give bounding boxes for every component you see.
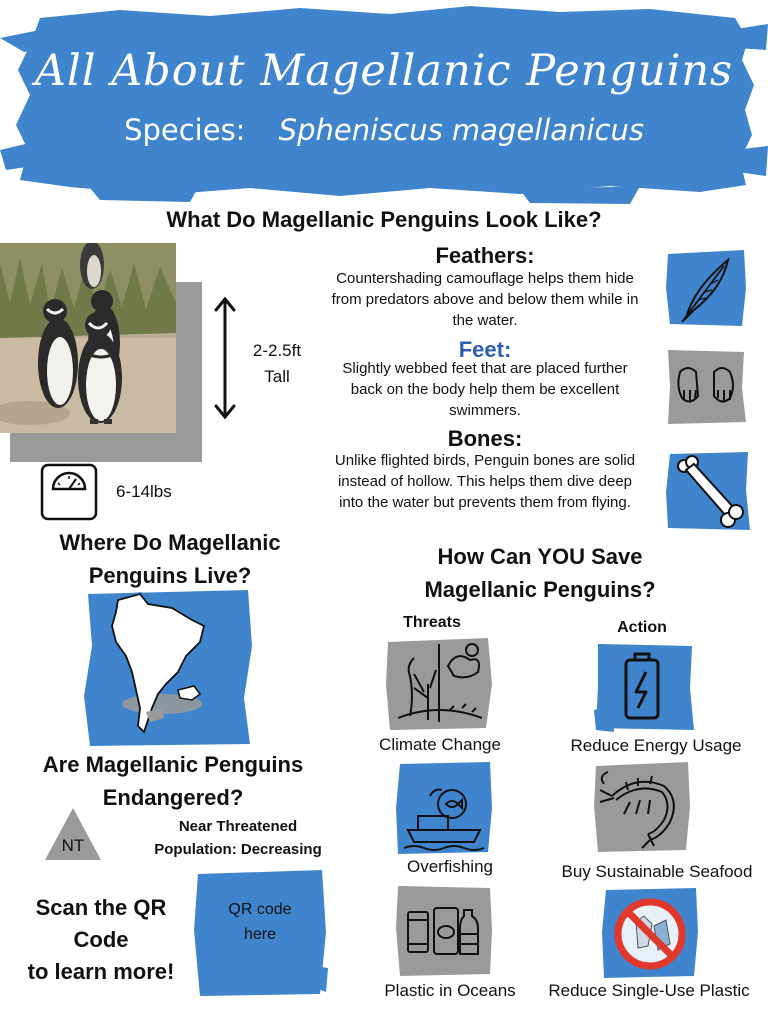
shrimp-tile bbox=[592, 760, 692, 854]
bone-tile bbox=[664, 450, 752, 532]
feet-tile bbox=[664, 346, 748, 426]
threat-label-overfishing: Overfishing bbox=[407, 857, 493, 876]
qr-text-line3: to learn more! bbox=[27, 959, 175, 984]
bones-title: Bones: bbox=[447, 426, 523, 451]
scale-icon bbox=[40, 463, 98, 521]
feather-tile bbox=[664, 248, 748, 328]
live-heading-line2: Penguins Live? bbox=[88, 563, 252, 588]
no-plastic-tile bbox=[600, 886, 700, 980]
action-label-seafood: Buy Sustainable Seafood bbox=[561, 862, 753, 881]
threat-label-plastic: Plastic in Oceans bbox=[384, 981, 516, 1000]
action-header: Action bbox=[617, 619, 667, 636]
species-name: Spheniscus magellanicus bbox=[278, 113, 644, 147]
species-line bbox=[0, 113, 768, 147]
plastic-tile bbox=[394, 882, 494, 978]
nt-badge-label: NT bbox=[61, 836, 85, 855]
no-plastic-icon bbox=[618, 902, 682, 966]
header-banner bbox=[0, 0, 768, 205]
qr-text-line2: Code bbox=[73, 927, 129, 952]
status-text: Near Threatened bbox=[178, 818, 298, 835]
feathers-title: Feathers: bbox=[435, 243, 535, 268]
page-title: All About Magellanic Penguins bbox=[34, 46, 734, 96]
height-unit: Tall bbox=[264, 367, 290, 386]
penguin-photo bbox=[0, 243, 176, 433]
feet-title: Feet: bbox=[458, 337, 512, 362]
population-text: Population: Decreasing bbox=[154, 841, 322, 858]
weight-value: 6-14lbs bbox=[116, 482, 172, 501]
save-heading-line1: How Can YOU Save bbox=[437, 544, 643, 569]
live-heading-line1: Where Do Magellanic bbox=[59, 530, 281, 555]
height-arrow-icon bbox=[212, 296, 238, 420]
look-heading: What Do Magellanic Penguins Look Like? bbox=[166, 207, 602, 232]
action-label-energy: Reduce Energy Usage bbox=[570, 736, 742, 755]
feet-text: Slightly webbed feet that are placed further back on the body help them be excellent swimmers. bbox=[342, 360, 628, 419]
battery-tile bbox=[592, 640, 696, 734]
overfishing-tile bbox=[394, 760, 494, 856]
qr-text-line1: Scan the QR bbox=[35, 895, 167, 920]
qr-placeholder-line2: here bbox=[243, 926, 277, 943]
threats-header: Threats bbox=[403, 614, 461, 631]
bones-text: Unlike flighted birds, Penguin bones are solid instead of hollow. This helps them dive deep into the water but prevents them from flying. bbox=[334, 452, 636, 511]
threat-label-climate: Climate Change bbox=[379, 735, 501, 754]
climate-change-tile bbox=[384, 636, 494, 732]
save-heading-line2: Magellanic Penguins? bbox=[424, 577, 656, 602]
height-value: 2-2.5ft bbox=[252, 341, 302, 360]
endangered-heading-line1: Are Magellanic Penguins bbox=[42, 752, 304, 777]
action-label-plastic: Reduce Single-Use Plastic bbox=[548, 981, 750, 1000]
qr-placeholder-line1: QR code bbox=[228, 901, 292, 918]
endangered-heading-line2: Endangered? bbox=[102, 785, 244, 810]
species-label: Species: bbox=[124, 113, 246, 147]
feathers-text: Countershading camouflage helps them hide from predators above and below them while in the water. bbox=[331, 270, 639, 329]
map-tile bbox=[82, 586, 254, 748]
